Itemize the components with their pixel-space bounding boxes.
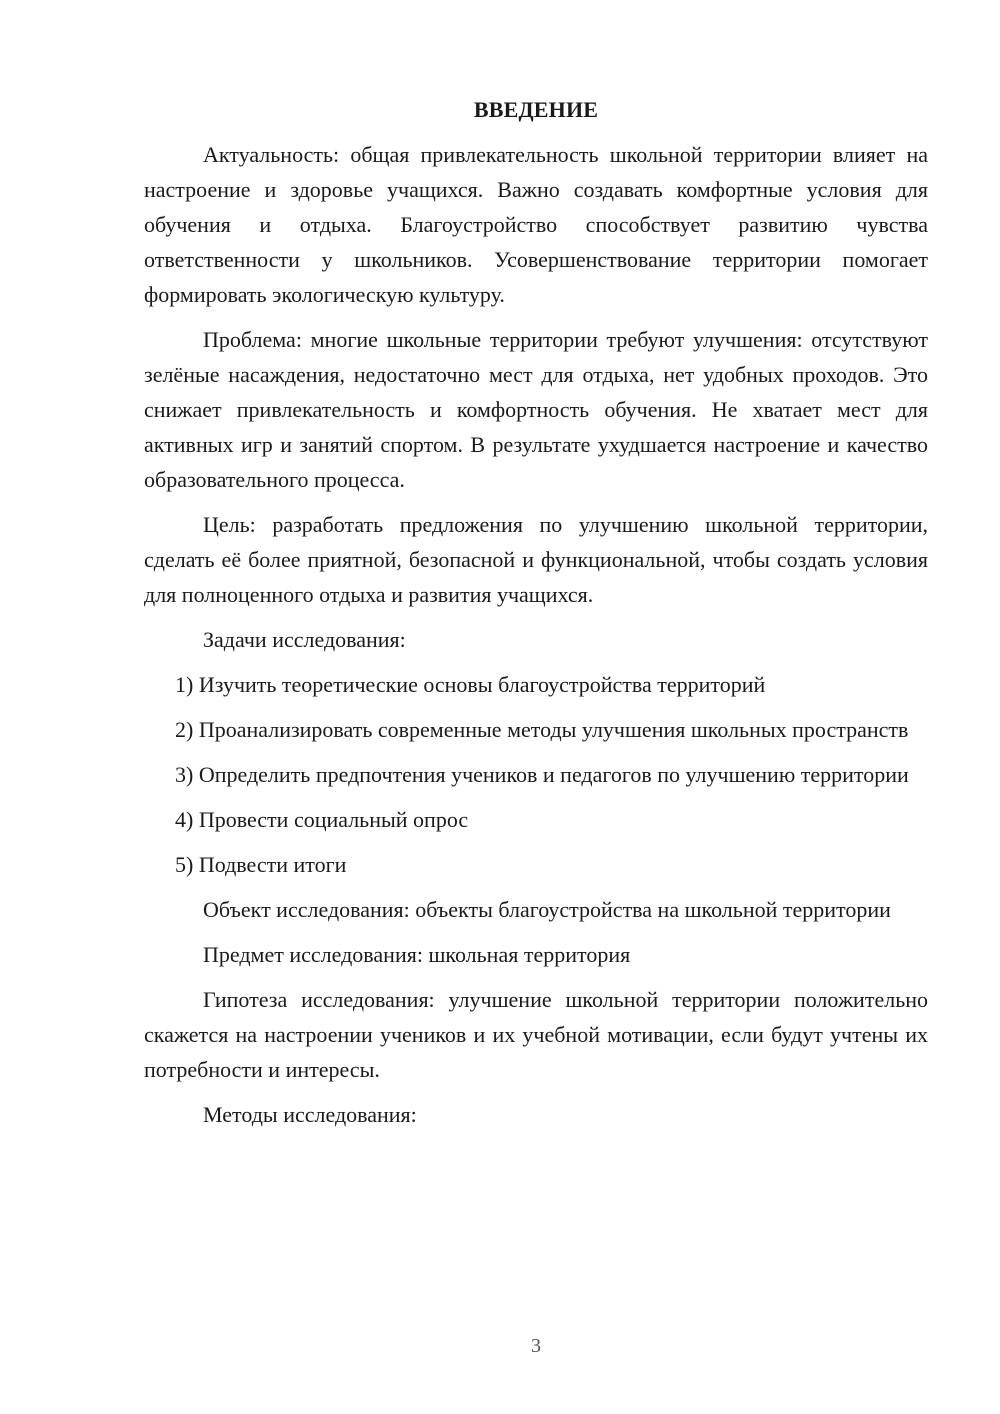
paragraph-object: Объект исследования: объекты благоустройства на школьной территории	[203, 897, 891, 922]
page-number: 3	[531, 1335, 541, 1357]
paragraph-methods: Методы исследования:	[203, 1102, 417, 1127]
paragraph-relevance: Актуальность: общая привлекательность школьной территории влияет на настроение и здоровье учащихся. Важно создавать комфортные условия для обучения и отдыха. Благоустройство способствует развитию чувства ответственности у школьников. Усовершенствование территории помогает формировать экологическую культуру.	[144, 142, 928, 307]
paragraph-problem: Проблема: многие школьные территории требуют улучшения: отсутствуют зелёные насаждения, недостаточно мест для отдыха, нет удобных проходов. Это снижает привлекательность и комфортность обучения. Не хватает мест для активных игр и занятий спортом. В результате ухудшается настроение и качество образовательного процесса.	[144, 327, 928, 492]
task-item-5: 5) Подвести итоги	[175, 852, 347, 877]
section-title: ВВЕДЕНИЕ	[473, 97, 599, 122]
task-item-4: 4) Провести социальный опрос	[175, 807, 469, 832]
document-body	[144, 93, 928, 1142]
paragraph-subject: Предмет исследования: школьная территория	[203, 942, 631, 967]
paragraph-tasks-heading: Задачи исследования:	[203, 627, 406, 652]
paragraph-goal: Цель: разработать предложения по улучшению школьной территории, сделать её более приятной, безопасной и функциональной, чтобы создать условия для полноценного отдыха и развития учащихся.	[144, 512, 928, 607]
task-item-3: 3) Определить предпочтения учеников и педагогов по улучшению территории	[175, 762, 909, 787]
paragraph-hypothesis: Гипотеза исследования: улучшение школьной территории положительно скажется на настроении учеников и их учебной мотивации, если будут учтены их потребности и интересы.	[144, 987, 928, 1082]
task-item-2: 2) Проанализировать современные методы улучшения школьных пространств	[175, 717, 909, 742]
task-item-1: 1) Изучить теоретические основы благоустройства территорий	[175, 672, 766, 697]
